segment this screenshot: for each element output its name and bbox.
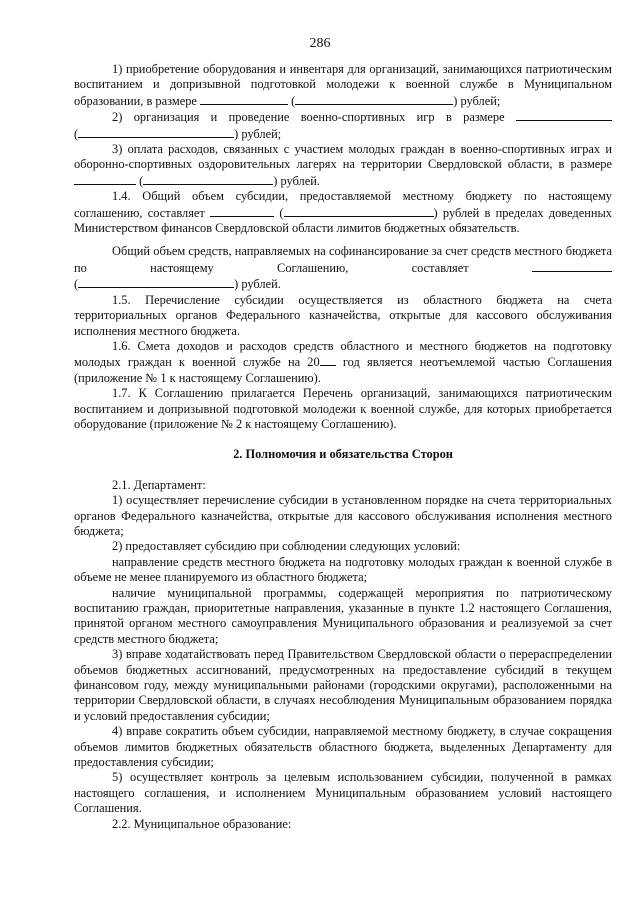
blank-field <box>200 93 288 105</box>
paragraph-1-7: 1.7. К Соглашению прилагается Перечень организаций, занимающихся патриотическим воспитанием и допризывной подготовкой молодежи к военной службе, для которых приобретается оборудование (приложение № 2 к настоящему Соглашению). <box>74 386 612 431</box>
blank-field <box>210 205 274 217</box>
paragraph-2-1-1: 1) осуществляет перечисление субсидии в установленном порядке на счета территориальных органов Федерального казначейства, открытые для кассового обслуживания исполнения местного бюджета; <box>74 493 612 538</box>
blank-field <box>74 173 136 185</box>
paragraph-1-5: 1.5. Перечисление субсидии осуществляется из областного бюджета на счета территориальных органов Федерального казначейства, открытые для кассового обслуживания исполнения местного бюджета. <box>74 292 612 338</box>
paragraph-2-1-3: 3) вправе ходатайствовать перед Правительством Свердловской области о перераспределении объемов бюджетных ассигнований, предусмотренных на предоставление субсидий в текущем финансовом году, между муниципальными районами (городскими округами), расположенными на территории Свердловской области, в случаях несоблюдения Муниципальным образованием порядка и условий предоставления субсидии; <box>74 647 612 723</box>
paragraph-2-1-2: 2) предоставляет субсидию при соблюдении следующих условий: <box>112 539 461 554</box>
paragraph-2-2: 2.2. Муниципальное образование: <box>112 816 292 831</box>
text: ) рублей. <box>273 173 320 188</box>
paragraph-cofinancing-cont <box>74 276 612 292</box>
text: ( <box>74 277 79 292</box>
text: 1.4. Общий объем субсидии, предоставляемой местному бюджету по настоящему соглашению, составляет <box>74 189 612 220</box>
paragraph-games <box>74 109 612 125</box>
text: ) рублей в пределах доведенных Министерством финансов Свердловской области лимитов бюджетных обязательств. <box>74 205 612 236</box>
spacer <box>74 236 612 244</box>
text: ( <box>139 173 144 188</box>
blank-field <box>78 276 234 288</box>
blank-field <box>284 205 434 217</box>
blank-field <box>78 126 234 138</box>
blank-field <box>143 173 273 185</box>
text: ) рублей; <box>234 126 282 141</box>
paragraph-cofinancing <box>74 244 612 276</box>
paragraph-2-1: 2.1. Департамент: <box>112 477 206 492</box>
text: ( <box>291 93 296 108</box>
paragraph-1-6 <box>74 339 612 386</box>
blank-field <box>295 93 453 105</box>
paragraph-equipment <box>74 62 612 109</box>
text: ( <box>279 205 284 220</box>
section-heading: 2. Полномочия и обязательства Сторон <box>233 447 453 462</box>
text: год является неотъемлемой частью Соглашения (приложение № 1 к настоящему Соглашению). <box>74 355 612 385</box>
text: 2) организация и проведение военно-спортивных игр в размере <box>112 110 505 125</box>
paragraph-1-4 <box>74 189 612 236</box>
text: 1) приобретение оборудования и инвентаря для организаций, занимающихся патриотическим воспитанием и допризывной подготовкой молодежи к военной службе в Муниципальном образовании, в размере <box>74 62 612 108</box>
text: 3) оплата расходов, связанных с участием молодых граждан в военно-спортивных играх и оборонно-спортивных оздоровительных лагерях на территории Свердловской области, в размере <box>74 142 612 172</box>
text: ( <box>74 126 79 141</box>
document-body <box>74 62 612 832</box>
page-number: 286 <box>309 36 331 51</box>
paragraph-2-1-5: 5) осуществляет контроль за целевым использованием субсидии, полученной в рамках настоящего соглашения, и исполнением Муниципальным образованием условий настоящего Соглашения. <box>74 770 612 816</box>
text: 1.6. Смета доходов и расходов средств областного и местного бюджетов на подготовку молодых граждан к военной службе на 20 <box>74 338 612 370</box>
text: ) рублей; <box>453 93 501 108</box>
blank-field <box>532 260 612 272</box>
text: ) рублей. <box>234 277 281 292</box>
paragraph-2-1-4: 4) вправе сократить объем субсидии, направляемой местному бюджету, в случае сокращения объемов лимитов бюджетных обязательств областного бюджета, выделенных Департаменту для предоставления субсидии; <box>74 724 612 770</box>
text: Общий объем средств, направляемых на софинансирование за счет средств местного бюджета по настоящему Соглашению, составляет <box>74 244 612 275</box>
paragraph-2-1-2b: наличие муниципальной программы, содержащей мероприятия по патриотическому воспитанию граждан, приоритетные направления, указанные в пункте 1.2 настоящего Соглашения, принятой органом местного самоуправления Муниципального образования и реализуемой за счет средств местного бюджета; <box>74 585 612 646</box>
paragraph-camps <box>74 142 612 189</box>
paragraph-2-1-2a: направление средств местного бюджета на подготовку молодых граждан к военной службе в объеме не менее планируемого из областного бюджета; <box>74 554 612 585</box>
blank-field <box>320 354 336 366</box>
paragraph-games-cont <box>74 126 612 142</box>
blank-field <box>516 109 612 121</box>
